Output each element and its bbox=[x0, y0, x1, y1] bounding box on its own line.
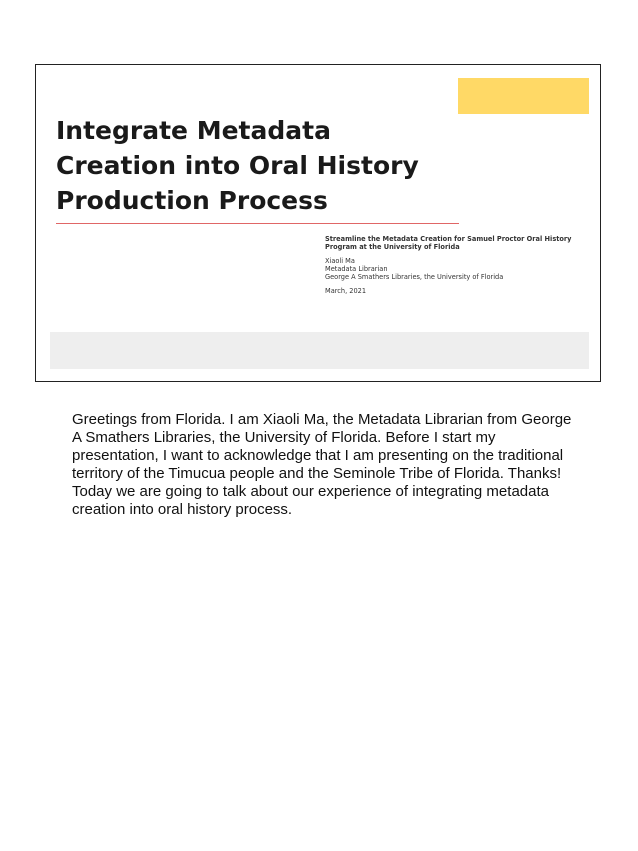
slide-subtitle: Streamline the Metadata Creation for Samuel Proctor Oral History Program at the University of Florida bbox=[325, 235, 572, 251]
footer-gray-band bbox=[50, 332, 589, 369]
slide-title: Integrate Metadata Creation into Oral History Production Process bbox=[56, 116, 419, 215]
speaker-notes: Greetings from Florida. I am Xiaoli Ma, the Metadata Librarian from George A Smathers Libraries, the University of Florida. Before I start my presentation, I want to acknowledge that I am presenting on the traditional territory of the Timucua people and the Seminole Tribe of Florida. Thanks! Today we are going to talk about our experience of integrating metadata creation into oral history process. bbox=[72, 411, 572, 518]
slide-thumbnail bbox=[35, 64, 601, 382]
slide-info bbox=[325, 235, 575, 295]
yellow-accent-block bbox=[458, 78, 589, 114]
title-divider bbox=[56, 223, 459, 224]
author-name: Xiaoli Ma bbox=[325, 257, 355, 265]
author-role: Metadata Librarian bbox=[325, 265, 388, 273]
author-block bbox=[325, 257, 575, 281]
presentation-date: March, 2021 bbox=[325, 287, 367, 295]
author-affiliation: George A Smathers Libraries, the University of Florida bbox=[325, 273, 504, 281]
